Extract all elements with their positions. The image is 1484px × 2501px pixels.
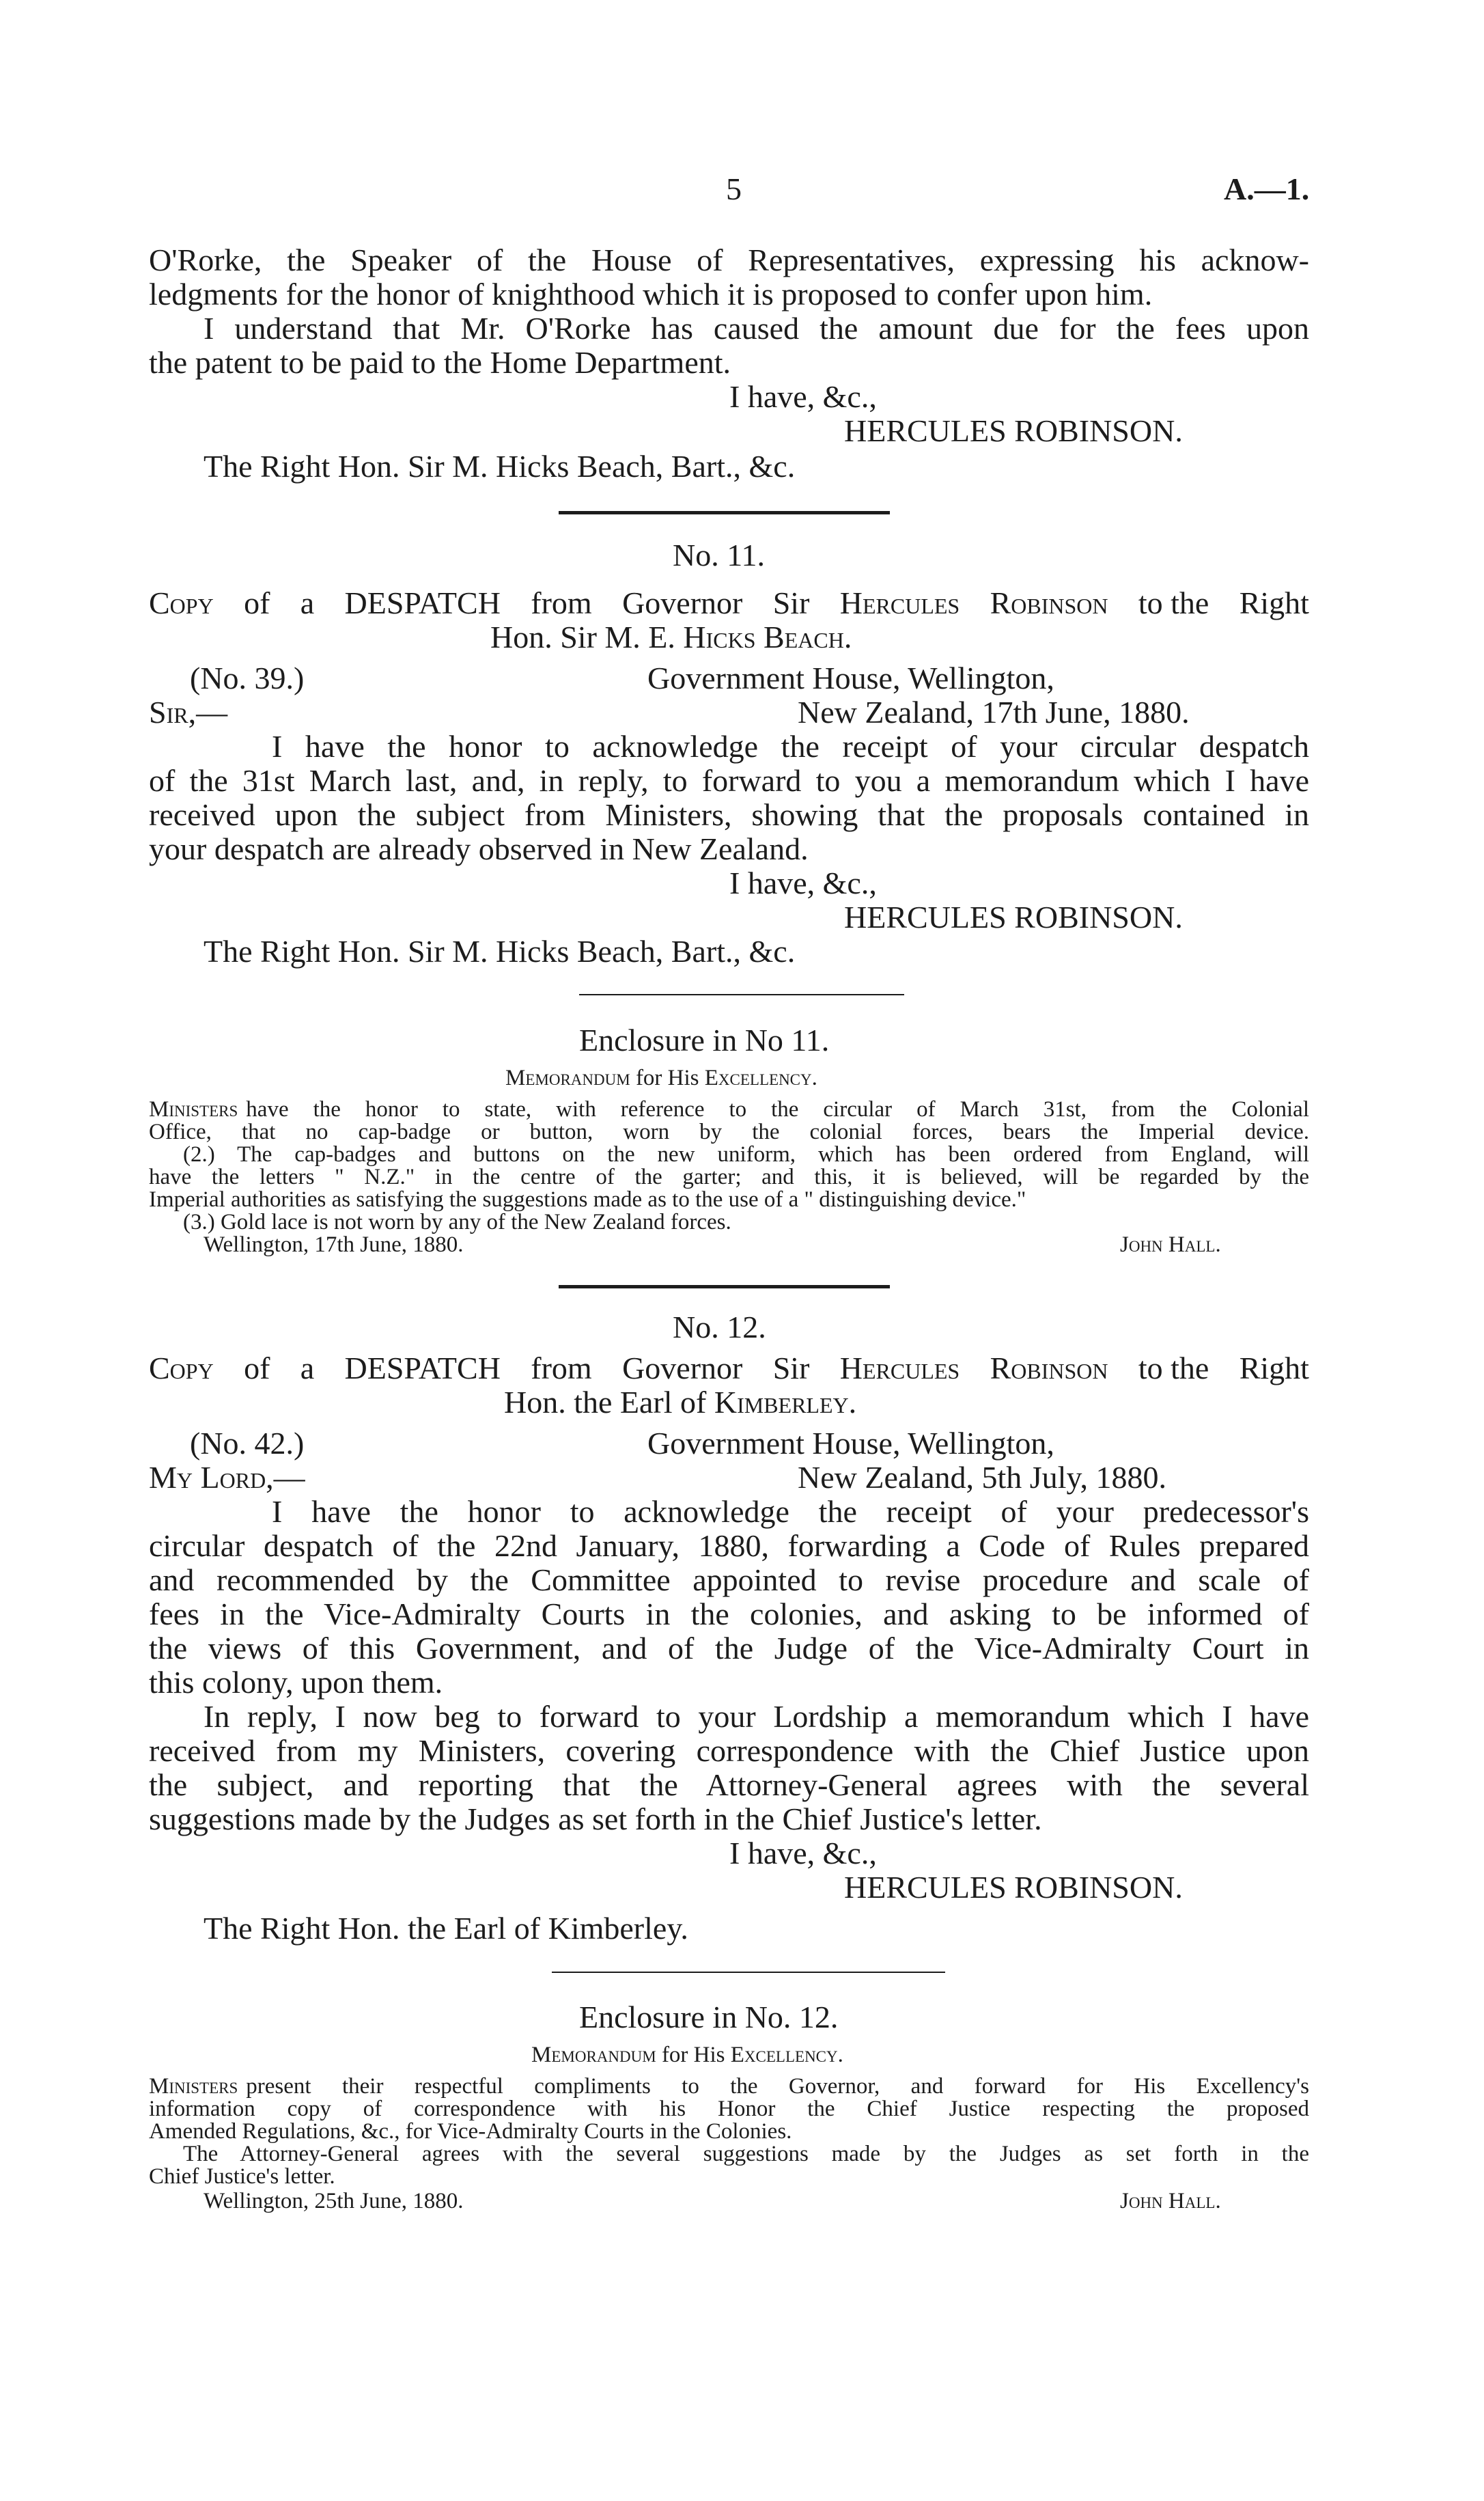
intro-para2-line: I understand that Mr. O'Rorke has caused the amount due for the fees upon	[204, 311, 1309, 346]
despatch-title-line2	[504, 1385, 856, 1420]
body-line: received upon the subject from Ministers, showing that the proposals contained in	[149, 797, 1309, 832]
body-line: fees in the Vice-Admiralty Courts in the colonies, and asking to be informed of	[149, 1597, 1309, 1631]
closing: I have, &c.,	[729, 866, 877, 900]
title-word: a	[300, 585, 315, 620]
memo-line	[149, 2075, 1309, 2098]
divider	[552, 1972, 945, 1973]
section-divider	[559, 511, 890, 514]
memo-title	[505, 1067, 817, 1090]
despatch-place: Government House, Wellington,	[647, 661, 1054, 695]
addressee: The Right Hon. the Earl of Kimberley.	[204, 1911, 688, 1946]
signature: HERCULES ROBINSON.	[844, 413, 1183, 448]
memo-line	[149, 1098, 1309, 1121]
body-line: I have the honor to acknowledge the receipt of your circular despatch	[272, 729, 1309, 764]
despatch-ref: (No. 42.)	[190, 1426, 305, 1461]
signature: HERCULES ROBINSON.	[844, 900, 1183, 935]
title-word: Sir	[772, 585, 810, 620]
memo-line: Chief Justice's letter.	[149, 2164, 335, 2189]
memo-place-date: Wellington, 25th June, 1880.	[204, 2189, 464, 2213]
memo-title-word: for His	[635, 1066, 699, 1090]
intro-para2-line: the patent to be paid to the Home Department.	[149, 345, 731, 380]
page-number: 5	[726, 171, 742, 206]
signature: HERCULES ROBINSON.	[844, 1870, 1183, 1905]
addressee: The Right Hon. Sir M. Hicks Beach, Bart., &c.	[204, 449, 796, 484]
despatch-ref: (No. 39.)	[190, 661, 305, 695]
memo-line: Imperial authorities as satisfying the suggestions made as to the use of a " distinguishing device."	[149, 1187, 1026, 1212]
title-word: Governor	[622, 1351, 743, 1385]
memo-place-date: Wellington, 17th June, 1880.	[204, 1232, 464, 1257]
title-word: to the	[1138, 1351, 1209, 1385]
intro-line: ledgments for the honor of knighthood which it is proposed to confer upon him.	[149, 277, 1153, 312]
closing: I have, &c.,	[729, 1836, 877, 1870]
intro-line: O'Rorke, the Speaker of the House of Representatives, expressing his acknow-	[149, 243, 1309, 277]
title-word: a	[300, 1351, 315, 1385]
memo-title-word: Memorandum	[505, 1066, 630, 1090]
divider	[579, 994, 904, 995]
memo-line: (2.) The cap-badges and buttons on the new uniform, which has been ordered from England, will	[183, 1142, 1309, 1167]
closing: I have, &c.,	[729, 379, 877, 414]
title-word: Governor	[622, 585, 743, 620]
body-line: the subject, and reporting that the Attorney-General agrees with the several	[149, 1767, 1309, 1802]
title-word: DESPATCH	[344, 1351, 501, 1385]
title-word: from	[531, 585, 592, 620]
memo-title-word: Excellency.	[704, 1066, 817, 1090]
title-word: Right	[1239, 585, 1309, 620]
body-line: circular despatch of the 22nd January, 1880, forwarding a Code of Rules prepared	[149, 1528, 1309, 1563]
title-word: of	[244, 1351, 270, 1385]
body-line: your despatch are already observed in New Zealand.	[149, 831, 809, 866]
memo-title-word: for His	[661, 2043, 725, 2067]
title-prefix: Hon. Sir M. E.	[490, 620, 675, 654]
memo-title	[531, 2044, 843, 2067]
despatch-place: Government House, Wellington,	[647, 1426, 1054, 1461]
body-line: the views of this Government, and of the Judge of the Vice-Admiralty Court in	[149, 1631, 1309, 1666]
body-line: In reply, I now beg to forward to your Lordship a memorandum which I have	[204, 1699, 1309, 1734]
doc-reference: A.—1.	[1224, 171, 1310, 206]
memo-line: Amended Regulations, &c., for Vice-Admiralty Courts in the Colonies.	[149, 2119, 792, 2144]
despatch-date: New Zealand, 5th July, 1880.	[798, 1460, 1166, 1495]
memo-text: have the honor to state, with reference to the circular of March 31st, from the Colonial	[246, 1097, 1309, 1122]
memo-line: information copy of correspondence with his Honor the Chief Justice respecting the proposed	[149, 2097, 1309, 2121]
title-word: Copy	[149, 1351, 214, 1385]
memo-line: Office, that no cap-badge or button, worn by the colonial forces, bears the Imperial device.	[149, 1120, 1309, 1144]
despatch-title	[149, 586, 1309, 620]
title-word: Robinson	[990, 585, 1108, 620]
title-prefix: Hon. the Earl of	[504, 1385, 707, 1420]
body-line: suggestions made by the Judges as set forth in the Chief Justice's letter.	[149, 1801, 1042, 1836]
memo-line: The Attorney-General agrees with the several suggestions made by the Judges as set forth in the	[183, 2142, 1309, 2166]
title-word: Sir	[772, 1351, 810, 1385]
title-name: Kimberley.	[714, 1385, 857, 1420]
salutation: My Lord,—	[149, 1460, 305, 1495]
salutation: Sir,—	[149, 695, 228, 730]
memo-text: present their respectful compliments to the Governor, and forward for His Excellency's	[246, 2074, 1309, 2099]
body-line: and recommended by the Committee appointed to revise procedure and scale of	[149, 1562, 1309, 1597]
section-divider	[559, 1285, 890, 1288]
despatch-number: No. 12.	[673, 1310, 766, 1344]
enclosure-heading: Enclosure in No 11.	[579, 1023, 830, 1058]
body-line: received from my Ministers, covering correspondence with the Chief Justice upon	[149, 1733, 1309, 1768]
title-word: from	[531, 1351, 592, 1385]
despatch-title-line2	[490, 620, 852, 654]
memo-line: have the letters " N.Z." in the centre of the garter; and this, it is believed, will be regarded by the	[149, 1165, 1309, 1189]
despatch-title	[149, 1351, 1309, 1385]
addressee: The Right Hon. Sir M. Hicks Beach, Bart., &c.	[204, 934, 796, 969]
body-line: of the 31st March last, and, in reply, to forward to you a memorandum which I have	[149, 763, 1309, 798]
memo-signature: John Hall.	[1120, 2189, 1221, 2213]
title-word: to the	[1138, 585, 1209, 620]
title-word: Right	[1239, 1351, 1309, 1385]
despatch-date: New Zealand, 17th June, 1880.	[798, 695, 1190, 730]
title-word: Copy	[149, 585, 214, 620]
title-word: DESPATCH	[344, 585, 501, 620]
memo-signature: John Hall.	[1120, 1232, 1221, 1257]
title-word: Hercules	[839, 1351, 960, 1385]
enclosure-heading: Enclosure in No. 12.	[579, 2000, 839, 2034]
memo-ministers: Ministers	[149, 2074, 238, 2099]
title-name: Hicks Beach.	[683, 620, 852, 654]
body-line: I have the honor to acknowledge the receipt of your predecessor's	[272, 1494, 1309, 1529]
memo-line: (3.) Gold lace is not worn by any of the New Zealand forces.	[183, 1210, 731, 1234]
body-line: this colony, upon them.	[149, 1665, 443, 1700]
title-word: of	[244, 585, 270, 620]
title-word: Hercules	[839, 585, 960, 620]
memo-ministers: Ministers	[149, 1097, 238, 1122]
despatch-number: No. 11.	[673, 538, 766, 572]
title-word: Robinson	[990, 1351, 1108, 1385]
memo-title-word: Excellency.	[730, 2043, 843, 2067]
memo-title-word: Memorandum	[531, 2043, 656, 2067]
